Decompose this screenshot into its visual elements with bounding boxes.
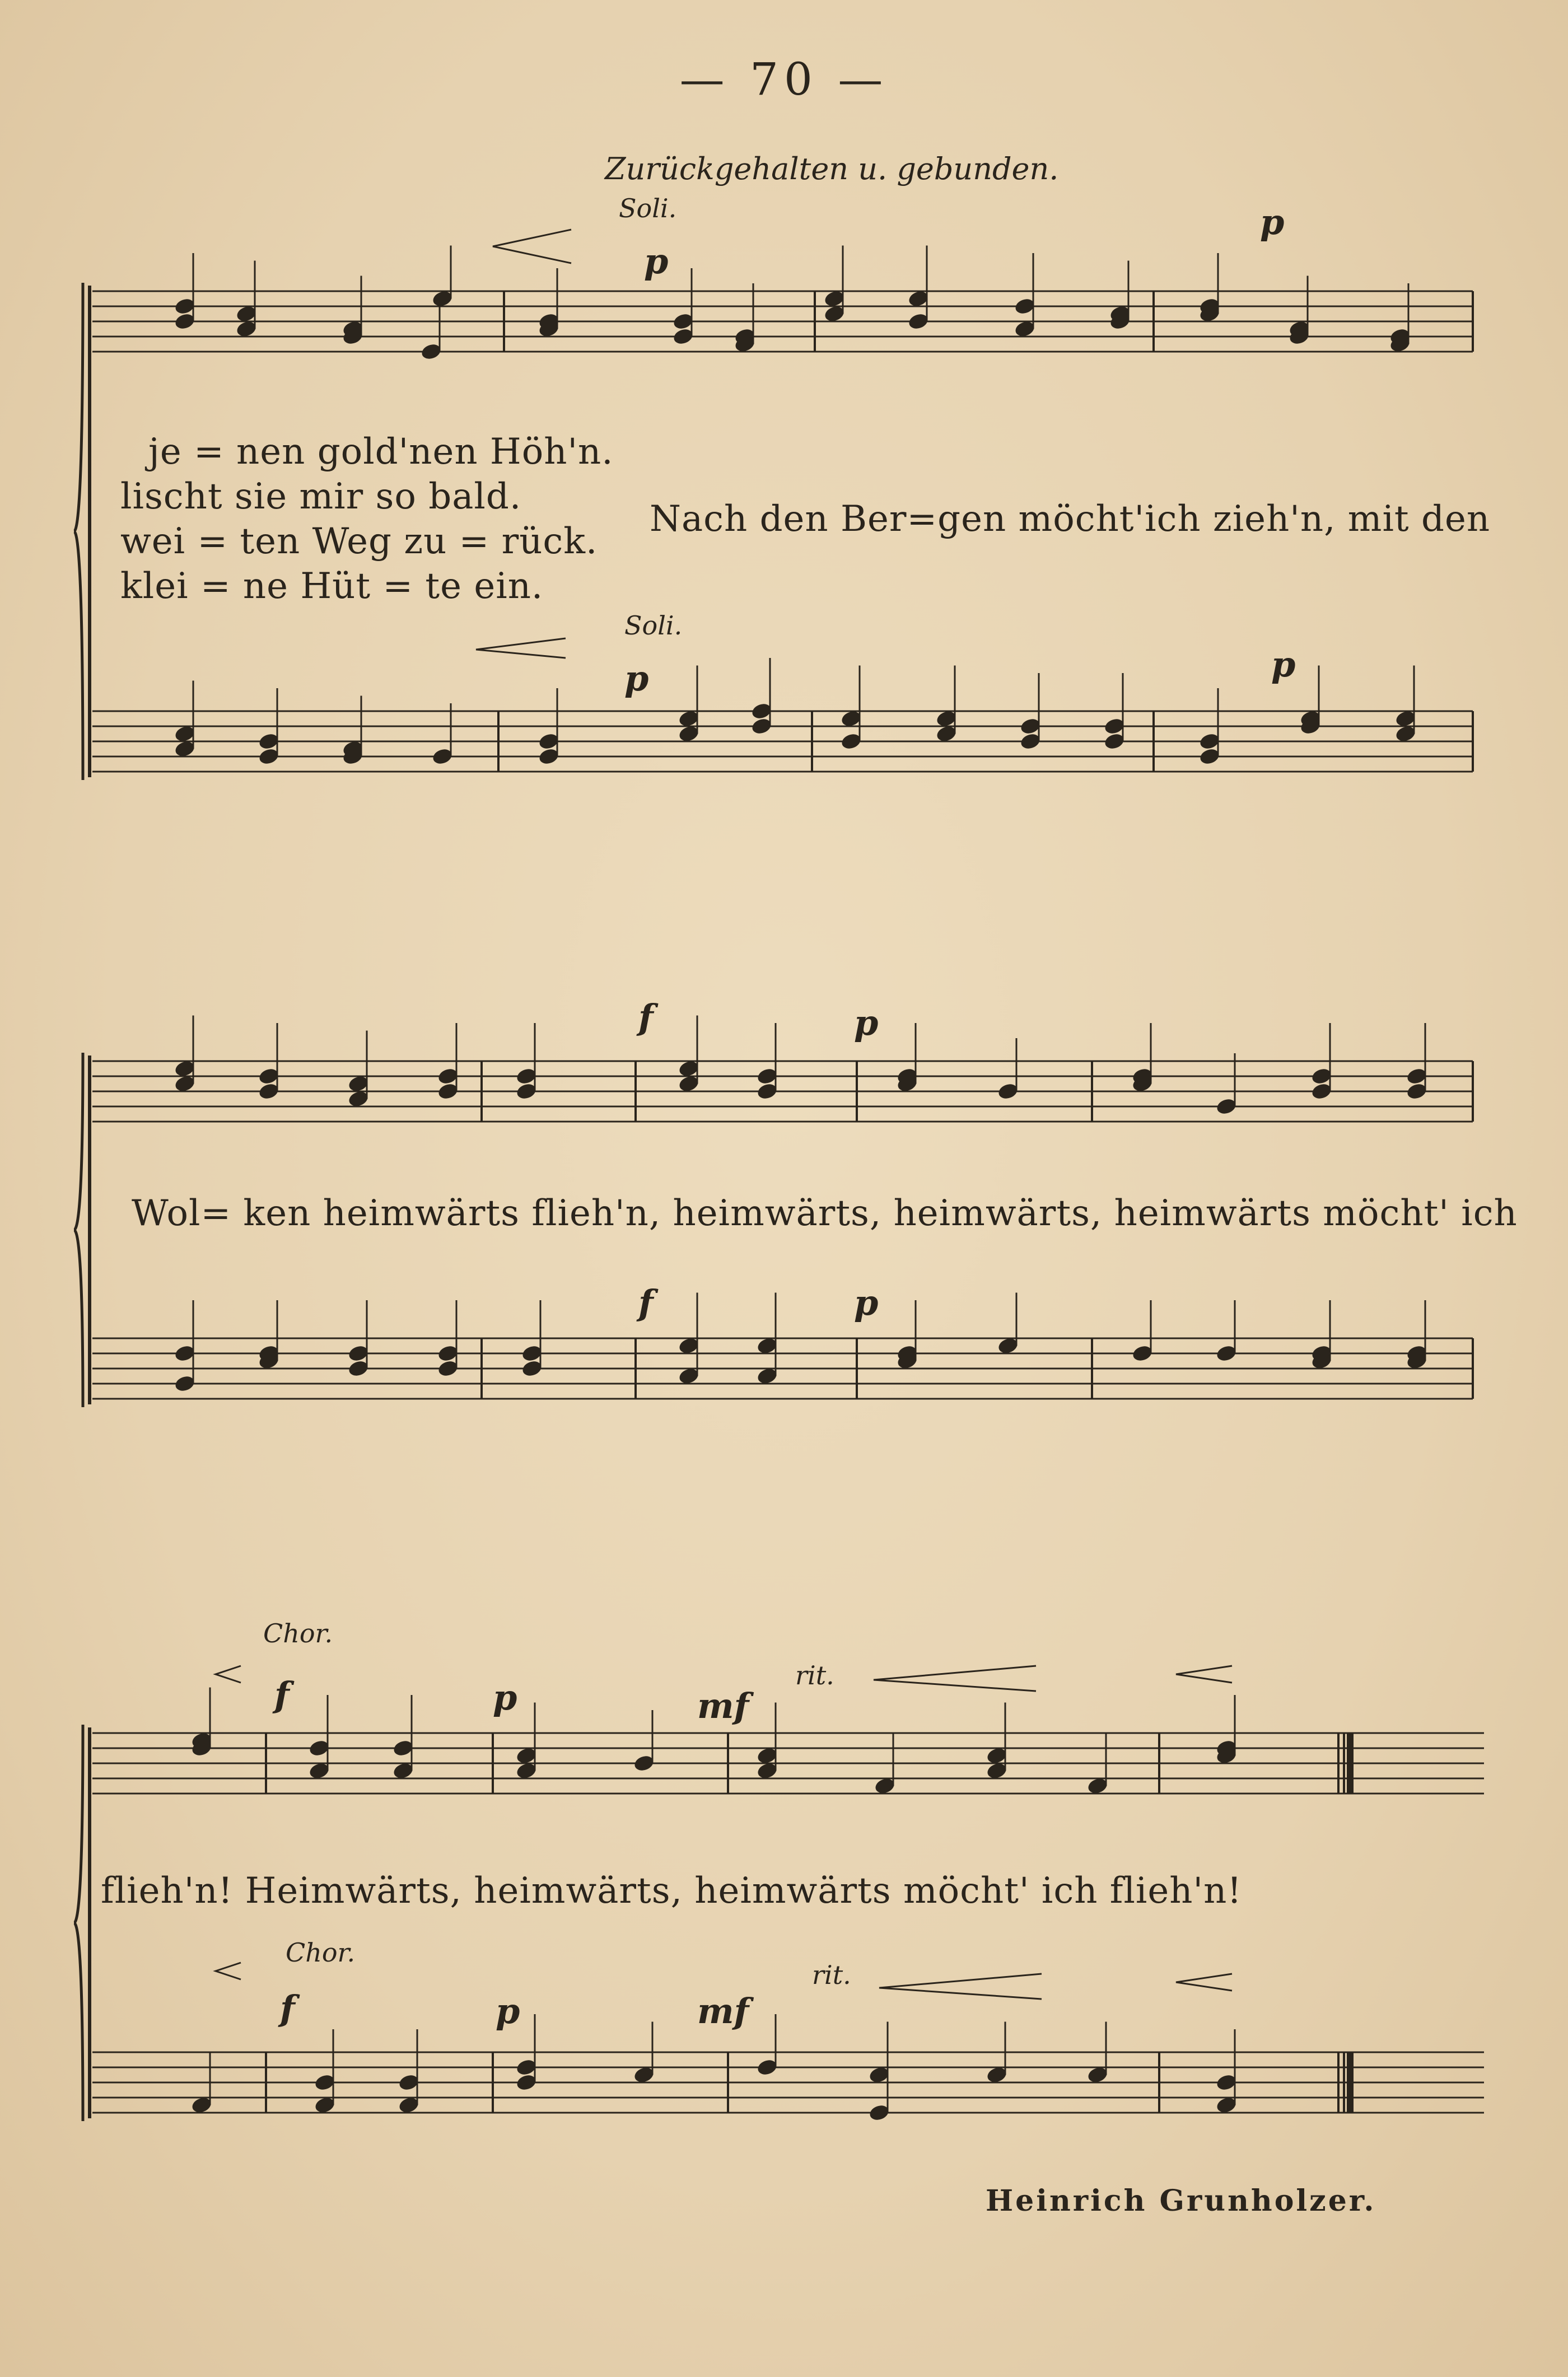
verse-line: je = nen gold'nen Höh'n. — [148, 431, 614, 473]
staff — [92, 291, 1473, 352]
rit-upper: rit. — [795, 1660, 834, 1690]
lyric-line: flieh'n! Heimwärts, heimwärts, heimwärts möcht' ich flieh'n! — [101, 1870, 1242, 1912]
system-brace — [74, 1053, 83, 1407]
dynamic-mark: mf — [697, 1685, 749, 1726]
staff — [92, 1338, 1473, 1399]
staff — [92, 711, 1473, 772]
decrescendo-hairpin — [476, 638, 566, 658]
verse-line: wei = ten Weg zu = rück. — [120, 521, 598, 562]
chor-upper: Chor. — [263, 1618, 333, 1649]
verse-line: klei = ne Hüt = te ein. — [120, 566, 544, 607]
dynamic-mark: p — [854, 1282, 879, 1323]
dynamic-mark: p — [1271, 644, 1296, 685]
decrescendo-hairpin — [216, 1963, 241, 1979]
system-brace — [74, 1725, 83, 2121]
dynamic-mark: p — [854, 1002, 879, 1043]
staff — [92, 1733, 1484, 1794]
dynamic-mark: f — [638, 997, 654, 1038]
dynamic-mark: p — [624, 658, 649, 699]
dynamic-mark: p — [493, 1677, 517, 1718]
dynamic-mark: f — [274, 1674, 290, 1715]
chor-lower: Chor. — [286, 1937, 356, 1968]
system-brace — [74, 283, 83, 780]
dynamic-mark: mf — [697, 1991, 749, 2032]
decrescendo-hairpin — [216, 1666, 241, 1683]
soli-upper: Soli. — [619, 193, 677, 223]
lyric-line: Wol= ken heimwärts flieh'n, heimwärts, heimwärts, heimwärts möcht' ich — [132, 1193, 1518, 1234]
final-bar — [1347, 2052, 1354, 2113]
decrescendo-hairpin — [493, 230, 571, 263]
dynamic-mark: f — [638, 1282, 654, 1323]
dynamic-mark: p — [644, 241, 669, 282]
verse-line: lischt sie mir so bald. — [120, 476, 522, 517]
decrescendo-hairpin — [1176, 1666, 1232, 1683]
decrescendo-hairpin — [1176, 1974, 1232, 1991]
tempo-marking: Zurückgehalten u. gebunden. — [605, 151, 1059, 186]
page-number: — 70 — — [679, 53, 889, 105]
rit-lower: rit. — [812, 1960, 851, 1990]
soli-lower: Soli. — [624, 610, 683, 641]
dynamic-mark: f — [280, 1988, 295, 2029]
dynamic-mark: p — [1260, 202, 1285, 242]
crescendo-hairpin — [879, 1974, 1042, 1999]
refrain-lyric: Nach den Ber=gen möcht'ich zieh'n, mit den — [650, 498, 1491, 540]
composer-credit: Heinrich Grunholzer. — [986, 2184, 1376, 2218]
crescendo-hairpin — [874, 1666, 1036, 1691]
staff — [92, 2052, 1484, 2113]
staff — [92, 1061, 1473, 1122]
final-bar — [1347, 1733, 1354, 1794]
dynamic-mark: p — [496, 1991, 520, 2032]
